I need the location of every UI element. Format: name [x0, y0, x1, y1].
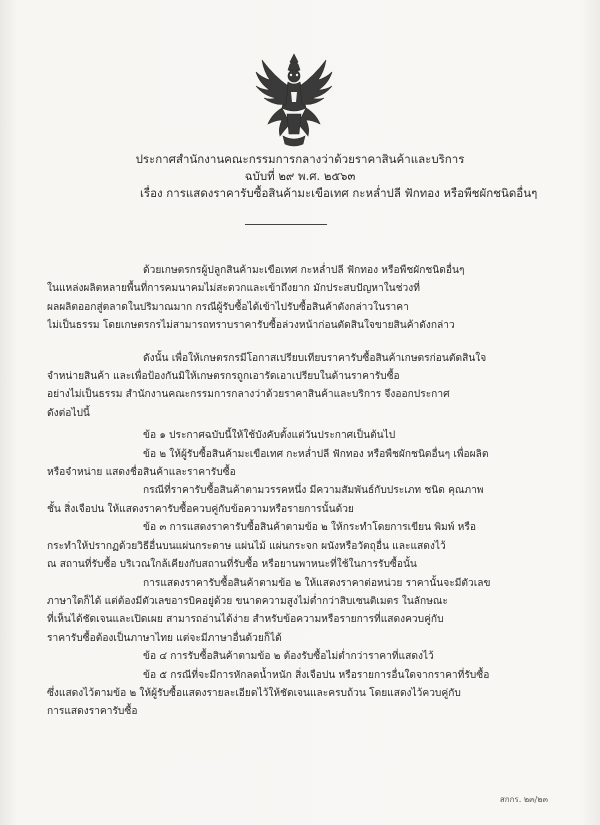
announcement-header: [0, 151, 600, 202]
clause-1: ข้อ ๑ ประกาศฉบับนี้ให้ใช้บังคับตั้งแต่วันประกาศเป็นต้นไป: [143, 430, 396, 442]
clause-3b-line: การแสดงราคารับซื้อสินค้าตามข้อ ๒ ให้แสดงราคาต่อหน่วย ราคานั้นจะมีตัวเลข: [143, 577, 491, 589]
header-divider: [245, 224, 327, 225]
clause-3b-line: ภาษาใดก็ได้ แต่ต้องมีตัวเลขอารบิคอยู่ด้วย ขนาดความสูงไม่ต่ำกว่าสิบเซนติเมตร ในลักษณะ: [47, 595, 448, 607]
clause-5-line: ข้อ ๕ กรณีที่จะมีการหักลดน้ำหนัก สิ่งเจือปน หรือรายการอื่นใดจากราคาที่รับซื้อ: [143, 669, 490, 681]
purpose-line: จำหน่ายสินค้า และเพื่อป้องกันมิให้เกษตรกรถูกเอารัดเอาเปรียบในด้านราคารับซื้อ: [47, 371, 400, 383]
clause-2-line: ข้อ ๒ ให้ผู้รับซื้อสินค้ามะเขือเทศ กะหล่ำปลี ฟักทอง หรือพืชผักชนิดอื่นๆ เพื่อผลิต: [143, 448, 489, 460]
purpose-line: ดังนั้น เพื่อให้เกษตรกรมีโอกาสเปรียบเทียบราคารับซื้อสินค้าเกษตรก่อนตัดสินใจ: [143, 352, 487, 364]
purpose-line: ดังต่อไปนี้: [47, 407, 90, 419]
clause-5-line: การแสดงราคารับซื้อ: [47, 706, 138, 718]
intro-line: ผลผลิตออกสู่ตลาดในปริมาณมาก กรณีผู้รับซื้อได้เข้าไปรับซื้อสินค้าดังกล่าวในราคา: [47, 301, 409, 313]
intro-line: ในแหล่งผลิตหลายพื้นที่การคมนาคมไม่สะดวกและเข้าถึงยาก มักประสบปัญหาในช่วงที่: [47, 283, 420, 295]
garuda-emblem-icon: [253, 52, 335, 148]
clause-2b-line: กรณีที่ราคารับซื้อสินค้าตามวรรคหนึ่ง มีความสัมพันธ์กับประเภท ชนิด คุณภาพ: [143, 485, 484, 497]
intro-line: ไม่เป็นธรรม โดยเกษตรกรไม่สามารถทราบราคารับซื้อล่วงหน้าก่อนตัดสินใจขายสินค้าดังกล่าว: [47, 320, 455, 332]
clause-3-line: ข้อ ๓ การแสดงราคารับซื้อสินค้าตามข้อ ๒ ให้กระทำโดยการเขียน พิมพ์ หรือ: [143, 522, 476, 534]
announcement-subject: เรื่อง การแสดงราคารับซื้อสินค้ามะเขือเทศ กะหล่ำปลี ฟักทอง หรือพืชผักชนิดอื่นๆ: [140, 186, 538, 200]
announcement-title: ประกาศสำนักงานคณะกรรมการกลางว่าด้วยราคาสินค้าและบริการ: [135, 152, 465, 166]
clause-2-line: หรือจำหน่าย แสดงชื่อสินค้าและราคารับซื้อ: [47, 467, 236, 479]
announcement-number: ฉบับที่ ๒๙ พ.ศ. ๒๕๖๓: [244, 169, 356, 183]
document-code: สกกร. ๒๓/๒๓: [499, 795, 548, 804]
announcement-body: [47, 262, 515, 722]
clause-3-line: ณ สถานที่รับซื้อ บริเวณใกล้เคียงกับสถานที่รับซื้อ หรือยานพาหนะที่ใช้ในการรับซื้อนั้น: [47, 559, 417, 571]
purpose-line: อย่างไม่เป็นธรรม สำนักงานคณะกรรมการกลางว่าด้วยราคาสินค้าและบริการ จึงออกประกาศ: [47, 389, 450, 401]
clause-4: ข้อ ๔ การรับซื้อสินค้าตามข้อ ๒ ต้องรับซื้อไม่ต่ำกว่าราคาที่แสดงไว้: [143, 651, 434, 663]
clause-3-line: กระทำให้ปรากฏด้วยวิธีอื่นบนแผ่นกระดาษ แผ่นไม้ แผ่นกระจก ผนังหรือวัตถุอื่น และแสดงไว้: [47, 540, 446, 552]
clause-2b-line: ชั้น สิ่งเจือปน ให้แสดงราคารับซื้อควบคู่กับข้อความหรือรายการนั้นด้วย: [47, 503, 354, 515]
clause-3b-line: ที่เห็นได้ชัดเจนและเปิดเผย สามารถอ่านได้ง่าย สำหรับข้อความหรือรายการที่แสดงควบคู่กับ: [47, 614, 444, 626]
intro-line: ด้วยเกษตรกรผู้ปลูกสินค้ามะเขือเทศ กะหล่ำปลี ฟักทอง หรือพืชผักชนิดอื่นๆ: [143, 265, 465, 276]
clause-5-line: ซึ่งแสดงไว้ตามข้อ ๒ ให้ผู้รับซื้อแสดงรายละเอียดไว้ให้ชัดเจนและครบถ้วน โดยแสดงไว้ควบคู่กับ: [47, 687, 461, 699]
clause-3b-line: ราคารับซื้อต้องเป็นภาษาไทย แต่จะมีภาษาอื่นด้วยก็ได้: [47, 632, 282, 644]
